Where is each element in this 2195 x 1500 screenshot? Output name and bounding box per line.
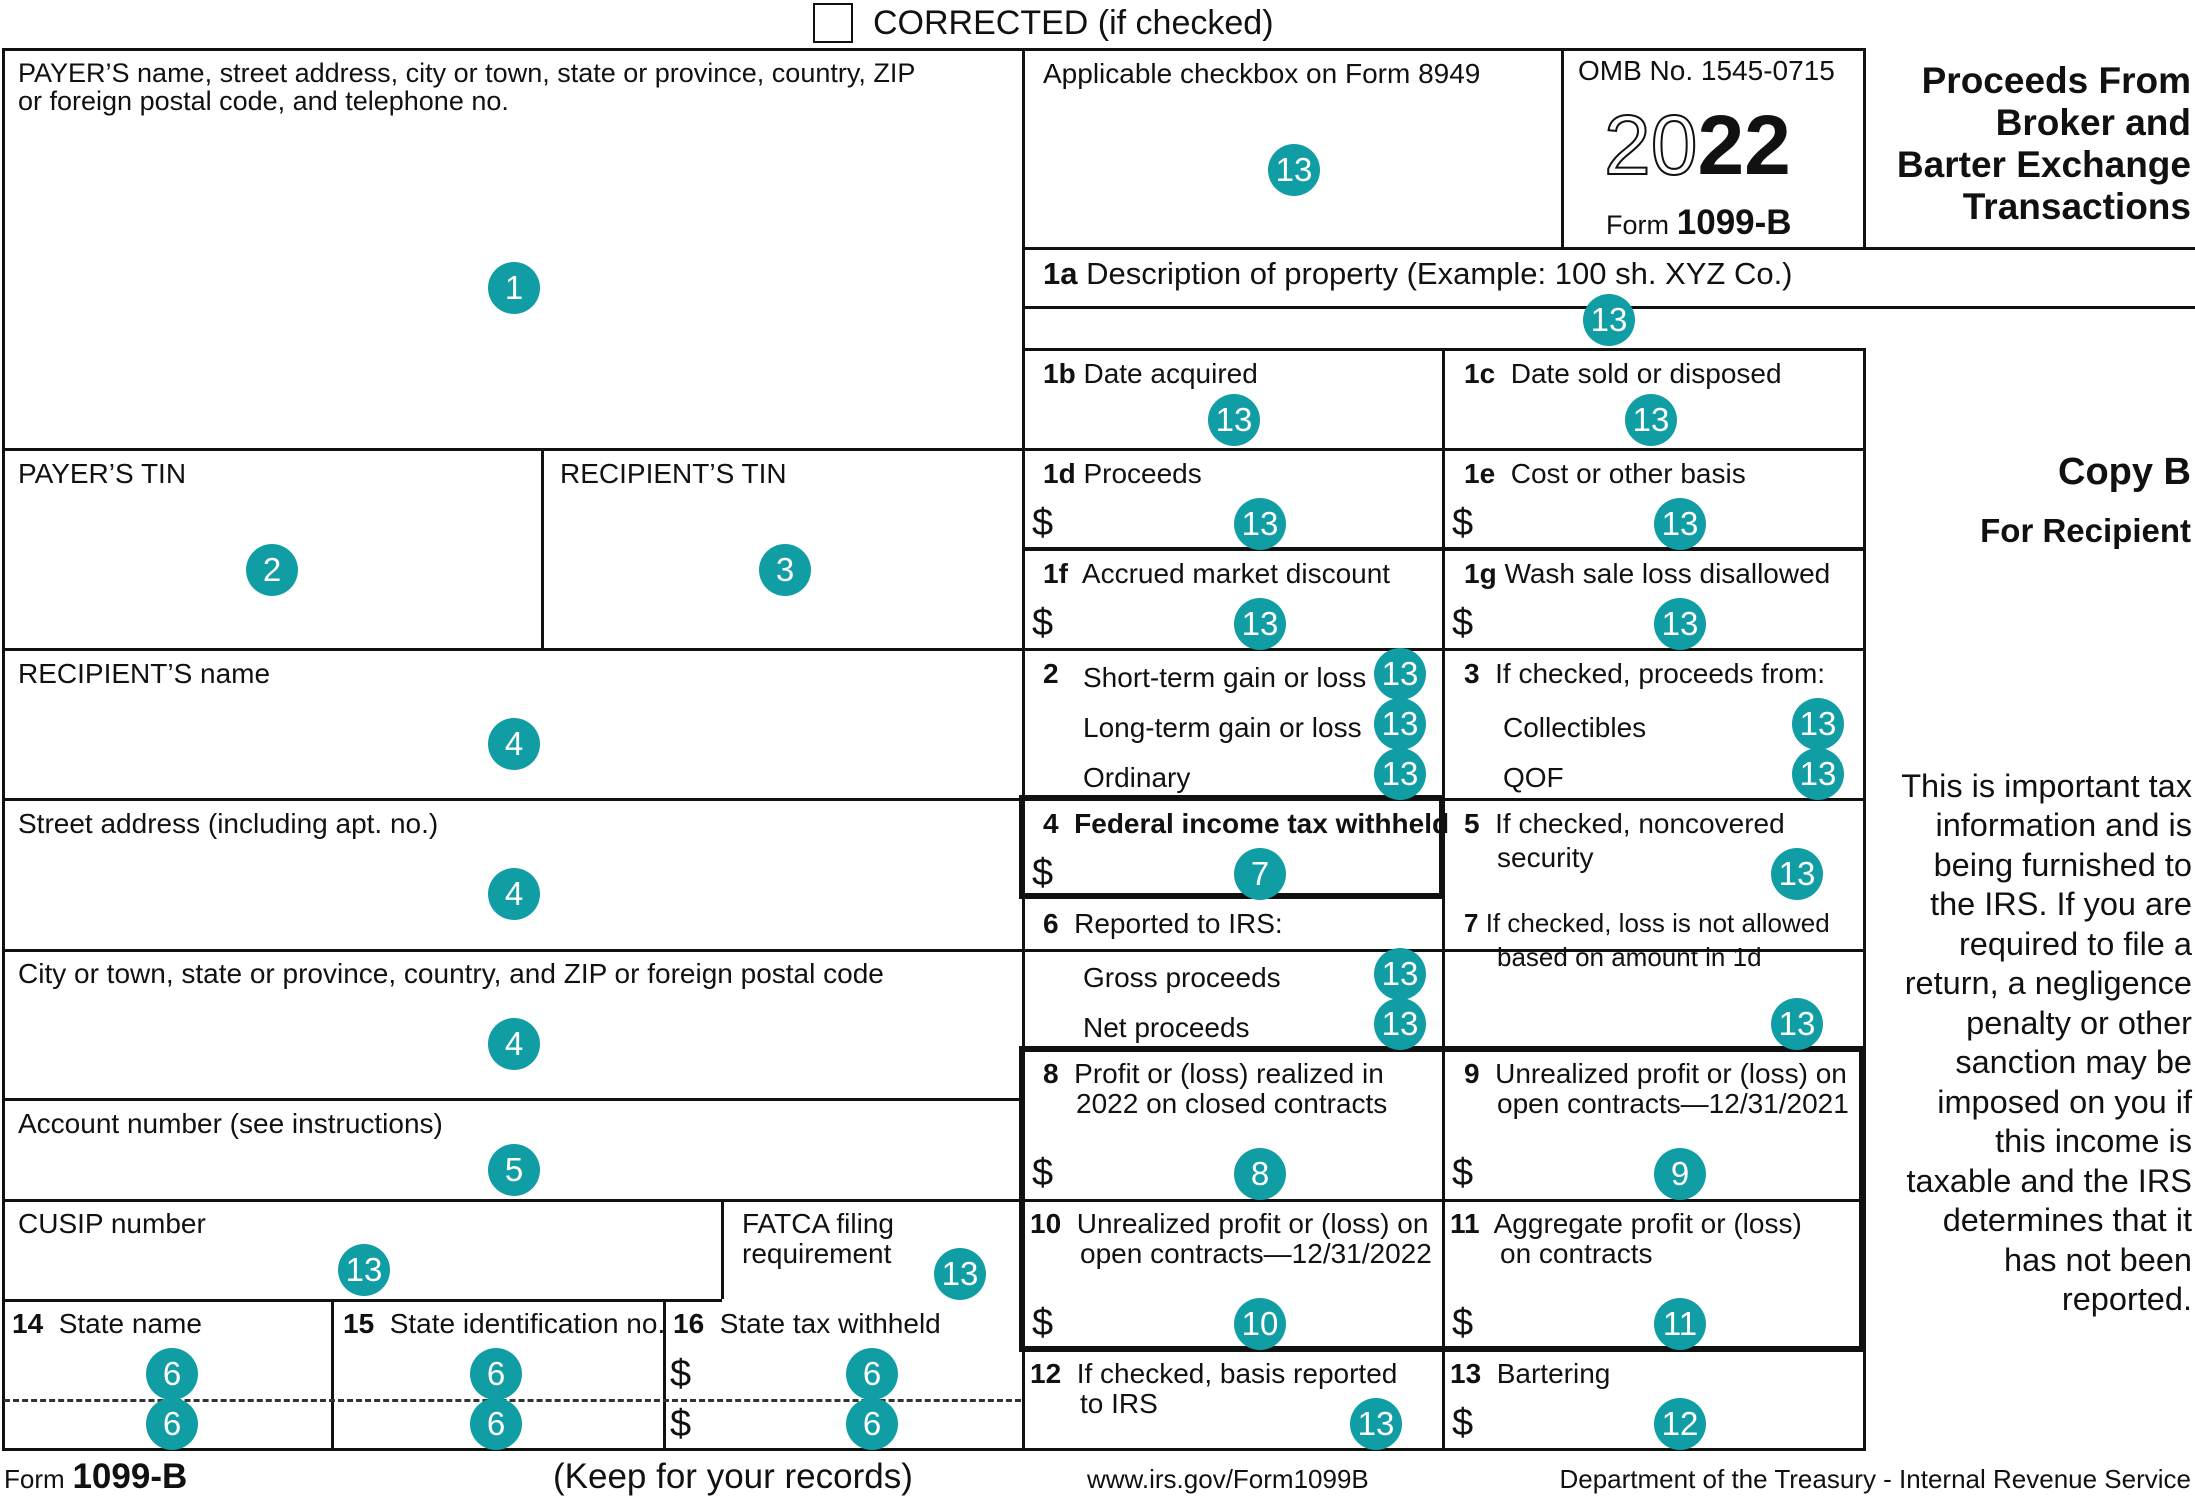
box-9-label-line1: 9 Unrealized profit or (loss) on: [1464, 1058, 1847, 1089]
box-2-short-term: Short-term gain or loss: [1083, 662, 1367, 693]
payer-info-label-line1: PAYER’S name, street address, city or town, state or province, country, ZIP: [18, 58, 916, 88]
footer-form-id: [4, 1458, 187, 1498]
badge-fatca[interactable]: 13: [934, 1248, 986, 1300]
omb-number: OMB No. 1545-0715: [1578, 55, 1835, 86]
box-11-label-line2: on contracts: [1500, 1238, 1653, 1269]
box-15-label: 15 State identification no.: [343, 1308, 666, 1339]
footer-form-name: 1099-B: [72, 1457, 188, 1496]
box-5-label-line2: security: [1497, 842, 1594, 873]
box-8-label-line1: 8 Profit or (loss) realized in: [1043, 1058, 1384, 1089]
badge-payer[interactable]: 1: [488, 262, 540, 314]
street-address-label: Street address (including apt. no.): [18, 808, 439, 839]
badge-box-1b[interactable]: 13: [1208, 394, 1260, 446]
recipient-name-label: RECIPIENT’S name: [18, 658, 271, 689]
badge-qof[interactable]: 13: [1792, 748, 1844, 800]
box-6-gross: Gross proceeds: [1083, 962, 1281, 993]
copy-b-label: Copy B: [2058, 451, 2191, 493]
badge-city[interactable]: 4: [488, 1018, 540, 1070]
form-word: Form: [1606, 210, 1669, 240]
box-7-label-line1: 7 If checked, loss is not allowed: [1464, 908, 1830, 938]
dollar-13: $: [1452, 1402, 1474, 1444]
dollar-4: $: [1032, 852, 1054, 894]
for-recipient-label: For Recipient: [1980, 512, 2191, 549]
fatca-label-line1: FATCA filing: [742, 1208, 894, 1239]
box-6-net: Net proceeds: [1083, 1012, 1250, 1043]
dollar-16-2: $: [670, 1403, 692, 1445]
box-8-label-line2: 2022 on closed contracts: [1076, 1088, 1388, 1119]
badge-collectibles[interactable]: 13: [1792, 698, 1844, 750]
box-4-label: 4 Federal income tax withheld: [1043, 808, 1450, 839]
box-1d-label: 1d Proceeds: [1043, 458, 1202, 489]
badge-box-1e[interactable]: 13: [1654, 498, 1706, 550]
box-10-label-line2: open contracts—12/31/2022: [1080, 1238, 1432, 1269]
badge-state-tax-2[interactable]: 6: [846, 1398, 898, 1450]
badge-box-1f[interactable]: 13: [1234, 598, 1286, 650]
box-16-label: 16 State tax withheld: [673, 1308, 941, 1339]
dollar-1e: $: [1452, 502, 1474, 544]
box-1e-label: 1e Cost or other basis: [1464, 458, 1746, 489]
footer-form-word: Form: [4, 1464, 65, 1494]
box-9-label-line2: open contracts—12/31/2021: [1497, 1088, 1849, 1119]
badge-box-1d[interactable]: 13: [1234, 498, 1286, 550]
payer-tin-label: PAYER’S TIN: [18, 458, 187, 489]
badge-box-1c[interactable]: 13: [1625, 394, 1677, 446]
badge-bartering[interactable]: 12: [1654, 1398, 1706, 1450]
box-3-label: 3 If checked, proceeds from:: [1464, 658, 1826, 689]
box-3-collectibles: Collectibles: [1503, 712, 1647, 743]
footer-department: Department of the Treasury - Internal Revenue Service: [1559, 1464, 2191, 1494]
badge-state-name-1[interactable]: 6: [146, 1348, 198, 1400]
badge-state-id-2[interactable]: 6: [470, 1398, 522, 1450]
dollar-16-1: $: [670, 1353, 692, 1395]
dollar-9: $: [1452, 1152, 1474, 1194]
badge-street-address[interactable]: 4: [488, 868, 540, 920]
payer-info-label-line2: or foreign postal code, and telephone no.: [18, 86, 509, 116]
badge-box-1g[interactable]: 13: [1654, 598, 1706, 650]
box-2-num: 2: [1043, 658, 1059, 689]
badge-box-9[interactable]: 9: [1654, 1148, 1706, 1200]
dollar-1f: $: [1032, 602, 1054, 644]
box-2-ordinary: Ordinary: [1083, 762, 1191, 793]
badge-gross[interactable]: 13: [1374, 948, 1426, 1000]
badge-short-term[interactable]: 13: [1374, 648, 1426, 700]
badge-checkbox-8949[interactable]: 13: [1268, 144, 1320, 196]
box-7-label-line2: based on amount in 1d: [1497, 942, 1762, 972]
badge-fed-tax[interactable]: 7: [1234, 848, 1286, 900]
badge-box-1a[interactable]: 13: [1583, 294, 1635, 346]
box-13-label: 13 Bartering: [1450, 1358, 1611, 1389]
checkbox-8949-label: Applicable checkbox on Form 8949: [1043, 58, 1481, 89]
dollar-11: $: [1452, 1302, 1474, 1344]
badge-box-8[interactable]: 8: [1234, 1148, 1286, 1200]
box-2-long-term: Long-term gain or loss: [1083, 712, 1362, 743]
box-1g-label: 1g Wash sale loss disallowed: [1464, 558, 1831, 589]
form-name: 1099-B: [1676, 203, 1792, 242]
badge-net[interactable]: 13: [1374, 998, 1426, 1050]
badge-state-name-2[interactable]: 6: [146, 1398, 198, 1450]
corrected-label: CORRECTED (if checked): [873, 4, 1274, 42]
cusip-label: CUSIP number: [18, 1208, 206, 1239]
box-1a-label: 1a Description of property (Example: 100 sh. XYZ Co.): [1043, 256, 1793, 291]
footer-url[interactable]: www.irs.gov/Form1099B: [1087, 1464, 1369, 1494]
box-1f-label: 1f Accrued market discount: [1043, 558, 1391, 589]
box-5-label-line1: 5 If checked, noncovered: [1464, 808, 1785, 839]
box-1b-label: 1b Date acquired: [1043, 358, 1258, 389]
footer-keep-records: (Keep for your records): [553, 1457, 913, 1496]
badge-state-tax-1[interactable]: 6: [846, 1348, 898, 1400]
dollar-8: $: [1032, 1152, 1054, 1194]
dollar-1d: $: [1032, 502, 1054, 544]
badge-noncovered[interactable]: 13: [1771, 848, 1823, 900]
badge-loss-not-allowed[interactable]: 13: [1771, 998, 1823, 1050]
box-1c-label: 1c Date sold or disposed: [1464, 358, 1782, 389]
tax-year: [1604, 100, 1791, 190]
badge-recipient-tin[interactable]: 3: [759, 544, 811, 596]
badge-account[interactable]: 5: [488, 1144, 540, 1196]
box-10-label-line1: 10 Unrealized profit or (loss) on: [1030, 1208, 1429, 1239]
badge-long-term[interactable]: 13: [1374, 698, 1426, 750]
badge-cusip[interactable]: 13: [338, 1244, 390, 1296]
badge-recipient-name[interactable]: 4: [488, 718, 540, 770]
badge-box-10[interactable]: 10: [1234, 1298, 1286, 1350]
form-id-header: [1606, 203, 1792, 242]
account-label: Account number (see instructions): [18, 1108, 443, 1139]
box-14-label: 14 State name: [12, 1308, 202, 1339]
fatca-label-line2: requirement: [742, 1238, 892, 1269]
dollar-1g: $: [1452, 602, 1474, 644]
box-6-label: 6 Reported to IRS:: [1043, 908, 1283, 939]
tax-year-bold: 22: [1697, 98, 1791, 192]
badge-basis-reported[interactable]: 13: [1350, 1398, 1402, 1450]
box-3-qof: QOF: [1503, 762, 1564, 793]
tax-year-outline: 20: [1604, 98, 1698, 192]
box-11-label-line1: 11 Aggregate profit or (loss): [1450, 1208, 1802, 1239]
badge-state-id-1[interactable]: 6: [470, 1348, 522, 1400]
box-12-label-line2: to IRS: [1080, 1388, 1158, 1419]
badge-box-11[interactable]: 11: [1654, 1298, 1706, 1350]
city-label: City or town, state or province, country, and ZIP or foreign postal code: [18, 958, 884, 989]
badge-payer-tin[interactable]: 2: [246, 544, 298, 596]
corrected-checkbox[interactable]: [813, 3, 853, 43]
recipient-tin-label: RECIPIENT’S TIN: [560, 458, 787, 489]
box-12-label-line1: 12 If checked, basis reported: [1030, 1358, 1398, 1389]
dollar-10: $: [1032, 1302, 1054, 1344]
badge-ordinary[interactable]: 13: [1374, 748, 1426, 800]
